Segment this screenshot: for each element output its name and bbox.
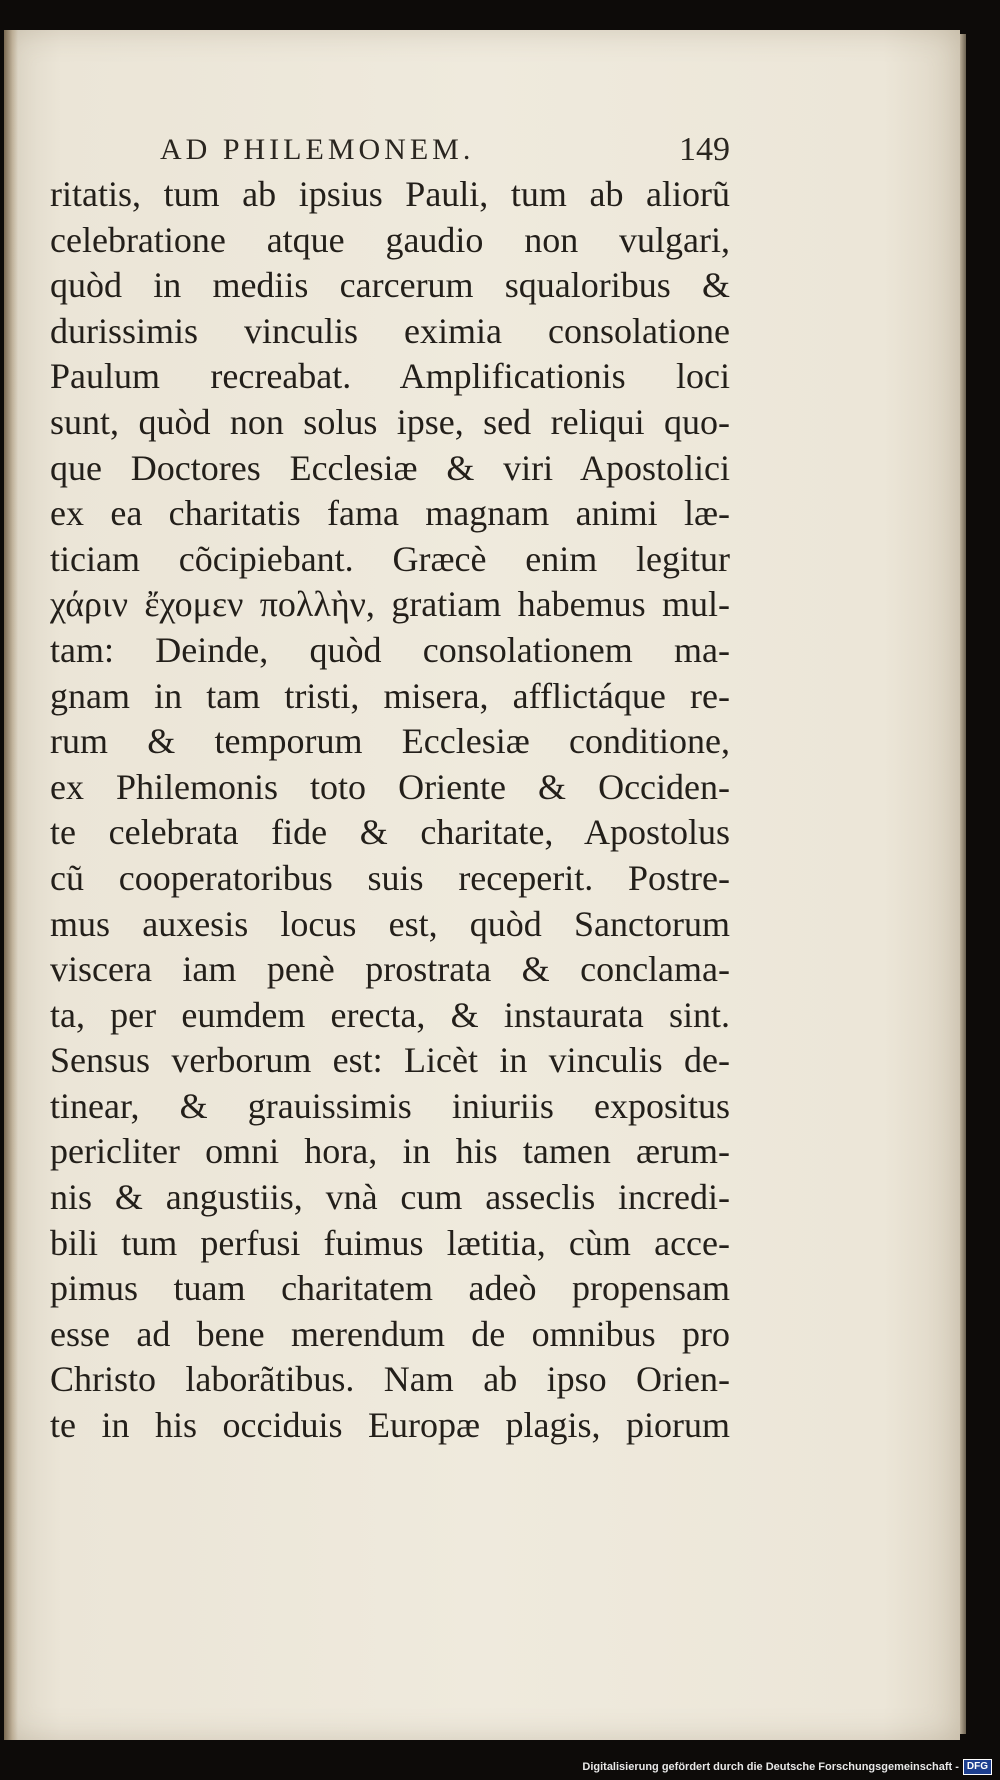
text-line: nis & angustiis, vnà cum asseclis incredi- (50, 1177, 730, 1218)
text-line: Christo laborãtibus. Nam ab ipso Orien- (50, 1359, 730, 1400)
text-line: tinear, & grauissimis iniuriis expositus (50, 1085, 730, 1126)
credit-text: Digitalisierung gefördert durch die Deutsche Forschungsgemeinschaft - (582, 1761, 959, 1773)
text-line: Sensus verborum est: Licèt in vinculis de- (50, 1040, 730, 1081)
text-line: ex ea charitatis fama magnam animi læ- (50, 493, 730, 534)
text-line: sunt, quòd non solus ipse, sed reliqui quo- (50, 401, 730, 442)
text-line: durissimis vinculis eximia consolatione (50, 310, 730, 351)
text-line: ritatis, tum ab ipsius Pauli, tum ab aliorũ (50, 174, 730, 214)
text-line: ta, per eumdem erecta, & instaurata sint. (50, 994, 730, 1035)
body-text (50, 172, 730, 1449)
text-line: mus auxesis locus est, quòd Sanctorum (50, 903, 730, 944)
text-line: viscera iam penè prostrata & conclama- (50, 949, 730, 990)
running-title: AD PHILEMONEM. (160, 133, 475, 166)
text-line: esse ad bene merendum de omnibus pro (50, 1313, 730, 1354)
text-line: te celebrata fide & charitate, Apostolus (50, 812, 730, 853)
text-line: tam: Deinde, quòd consolationem ma- (50, 629, 730, 670)
page-number: 149 (679, 131, 730, 168)
page-gutter (4, 30, 18, 1740)
text-line: χάριν ἔχομεν πολλὴν, gratiam habemus mul- (50, 584, 730, 625)
page-header (150, 128, 730, 172)
page-edge (960, 34, 966, 1734)
text-line: que Doctores Ecclesiæ & viri Apostolici (50, 447, 730, 488)
text-line: quòd in mediis carcerum squaloribus & (50, 265, 730, 306)
text-line: te in his occiduis Europæ plagis, piorum (50, 1405, 730, 1446)
text-line: pericliter omni hora, in his tamen ærum- (50, 1131, 730, 1172)
text-line: gnam in tam tristi, misera, afflictáque re- (50, 675, 730, 716)
text-line: cũ cooperatoribus suis receperit. Postre- (50, 857, 730, 898)
dfg-logo-icon: DFG (963, 1759, 992, 1775)
text-line: bili tum perfusi fuimus lætitia, cùm acce- (50, 1222, 730, 1263)
text-line: ex Philemonis toto Oriente & Occiden- (50, 766, 730, 807)
digitization-credit (582, 1758, 992, 1776)
text-line: Paulum recreabat. Amplificationis loci (50, 356, 730, 397)
text-line: rum & temporum Ecclesiæ conditione, (50, 721, 730, 762)
text-line: celebratione atque gaudio non vulgari, (50, 219, 730, 260)
text-line: pimus tuam charitatem adeò propensam (50, 1268, 730, 1309)
text-line: ticiam cõcipiebant. Græcè enim legitur (50, 538, 730, 579)
